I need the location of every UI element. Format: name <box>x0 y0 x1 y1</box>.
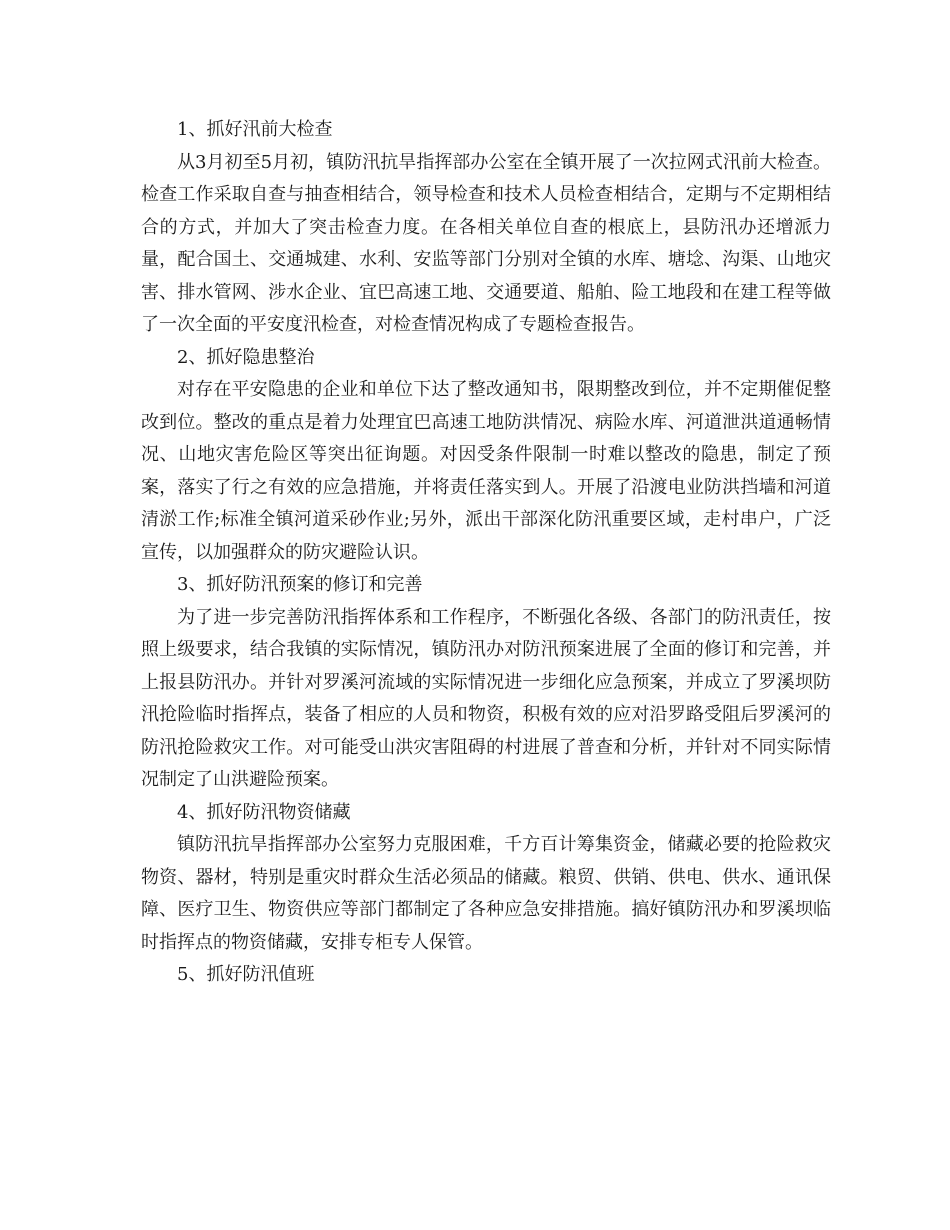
section-5-heading: 5、抓好防汛值班 <box>177 964 315 985</box>
document-body <box>141 114 831 992</box>
section-3-paragraph: 为了进一步完善防汛指挥体系和工作程序，不断强化各级、各部门的防汛责任，按照上级要求，结合我镇的实际情况，镇防汛办对防汛预案进展了全面的修订和完善，并上报县防汛办。并针对罗溪河流域的实际情况进一步细化应急预案，并成立了罗溪坝防汛抢险临时指挥点，装备了相应的人员和物资，积极有效的应对沿罗路受阻后罗溪河的防汛抢险救灾工作。对可能受山洪灾害阻碍的村进展了普查和分析，并针对不同实际情况制定了山洪避险预案。 <box>141 606 831 790</box>
section-3-heading: 3、抓好防汛预案的修订和完善 <box>177 574 423 595</box>
section-2-paragraph: 对存在平安隐患的企业和单位下达了整改通知书，限期整改到位，并不定期催促整改到位。整改的重点是着力处理宜巴高速工地防洪情况、病险水库、河道泄洪道通畅情况、山地灾害危险区等突出征询题。对因受条件限制一时难以整改的隐患，制定了预案，落实了行之有效的应急措施，并将责任落实到人。开展了沿渡电业防洪挡墙和河道清淤工作;标准全镇河道采砂作业;另外，派出干部深化防汛重要区域，走村串户，广泛宣传，以加强群众的防灾避险认识。 <box>141 379 831 563</box>
section-4-heading: 4、抓好防汛物资储藏 <box>177 801 351 823</box>
section-2-heading: 2、抓好隐患整治 <box>177 346 315 368</box>
section-1-paragraph: 从3月初至5月初，镇防汛抗旱指挥部办公室在全镇开展了一次拉网式汛前大检查。检查工作采取自查与抽查相结合，领导检查和技术人员检查相结合，定期与不定期相结合的方式，并加大了突击检查力度。在各相关单位自查的根底上，县防汛办还增派力量，配合国土、交通城建、水利、安监等部门分别对全镇的水库、塘埝、沟渠、山地灾害、排水管网、涉水企业、宜巴高速工地、交通要道、船舶、险工地段和在建工程等做了一次全面的平安度汛检查，对检查情况构成了专题检查报告。 <box>141 151 831 335</box>
section-4-paragraph: 镇防汛抗旱指挥部办公室努力克服困难，千方百计筹集资金，储藏必要的抢险救灾物资、器材，特别是重灾时群众生活必须品的储藏。粮贸、供销、供电、供水、通讯保障、医疗卫生、物资供应等部门都制定了各种应急安排措施。搞好镇防汛办和罗溪坝临时指挥点的物资储藏，安排专柜专人保管。 <box>141 834 831 953</box>
section-1-heading: 1、抓好汛前大检查 <box>177 119 333 140</box>
